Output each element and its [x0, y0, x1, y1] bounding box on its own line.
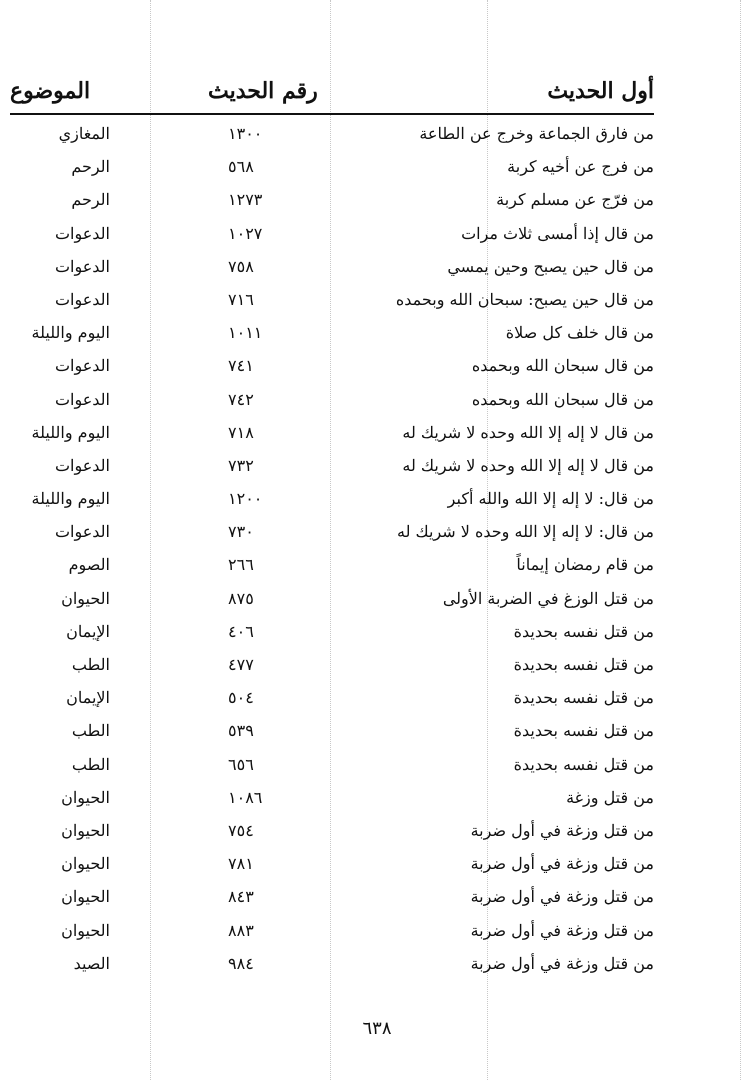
row-topic: الدعوات: [54, 522, 110, 542]
row-topic: الحيوان: [61, 787, 110, 807]
row-number: ٥٦٨: [228, 157, 254, 177]
row-hadith: من قتل نفسه بحديدة: [513, 688, 654, 708]
row-hadith: من قال خلف كل صلاة: [505, 323, 654, 343]
table-row: [10, 350, 654, 383]
row-topic: الحيوان: [61, 854, 110, 874]
row-topic: الدعوات: [54, 356, 110, 376]
row-number: ١٣٠٠: [228, 124, 263, 143]
table-row: [10, 815, 654, 848]
row-number: ١٠١١: [228, 323, 263, 343]
row-topic: الدعوات: [54, 389, 110, 409]
table-row: [10, 218, 654, 251]
row-number: ٧٥٨: [228, 256, 254, 276]
row-topic: الصيد: [73, 953, 110, 973]
scan-guide-line: [740, 0, 741, 1080]
row-number: ٥٠٤: [228, 688, 254, 708]
row-number: ١٠٢٧: [228, 223, 263, 243]
table-row: [10, 649, 654, 682]
row-hadith: من قال: لا إله إلا الله والله أكبر: [447, 489, 654, 509]
row-topic: الصوم: [68, 555, 110, 575]
table-row: [10, 417, 654, 450]
row-hadith: من قال لا إله إلا الله وحده لا شريك له: [402, 455, 654, 475]
row-number: ٧١٦: [228, 289, 254, 309]
header-hadith: أول الحديث: [547, 78, 654, 104]
row-number: ٧٨١: [228, 854, 254, 874]
row-number: ٧٣٢: [228, 455, 254, 475]
page-number: ٦٣٨: [362, 1018, 392, 1039]
row-hadith: من قال لا إله إلا الله وحده لا شريك له: [402, 422, 654, 442]
row-number: ١٢٠٠: [228, 489, 263, 509]
index-table: [10, 118, 654, 981]
table-row: [10, 450, 654, 483]
row-number: ١٠٨٦: [228, 787, 263, 807]
row-topic: الطب: [71, 655, 110, 674]
row-hadith: من قتل وزغة في أول ضربة: [470, 920, 654, 940]
table-row: [10, 251, 654, 284]
table-row: [10, 516, 654, 549]
table-row: [10, 782, 654, 815]
row-number: ٩٨٤: [228, 953, 254, 973]
table-row: [10, 715, 654, 748]
row-hadith: من فرج عن أخيه كربة: [507, 157, 654, 177]
table-row: [10, 151, 654, 184]
row-topic: الطب: [71, 754, 110, 774]
row-hadith: من قتل وزغة في أول ضربة: [470, 854, 654, 874]
header-topic: الموضوع: [10, 78, 91, 104]
table-row: [10, 616, 654, 649]
row-hadith: من فارق الجماعة وخرج عن الطاعة: [419, 124, 654, 143]
table-row: [10, 317, 654, 350]
row-number: ٤٧٧: [228, 655, 254, 674]
row-number: ٥٣٩: [228, 721, 254, 741]
row-hadith: من قال حين يصبح وحين يمسي: [447, 256, 654, 276]
row-number: ٧٣٠: [228, 522, 254, 542]
table-row: [10, 881, 654, 914]
row-hadith: من قتل وزغة في أول ضربة: [470, 953, 654, 973]
row-topic: اليوم والليلة: [31, 422, 110, 442]
header-number: رقم الحديث: [208, 78, 318, 104]
table-row: [10, 384, 654, 417]
row-number: ٦٥٦: [228, 754, 254, 774]
row-number: ٨٤٣: [228, 887, 254, 907]
row-number: ٧٥٤: [228, 820, 254, 840]
row-topic: الحيوان: [61, 588, 110, 608]
table-row: [10, 848, 654, 881]
table-row: [10, 483, 654, 516]
row-topic: الإيمان: [66, 621, 110, 641]
row-number: ١٢٧٣: [228, 190, 263, 210]
row-topic: المغازي: [58, 124, 110, 143]
row-topic: الرحم: [71, 157, 110, 177]
row-number: ٧٤٢: [228, 389, 254, 409]
row-hadith: من قتل نفسه بحديدة: [513, 621, 654, 641]
row-number: ٧٤١: [228, 356, 254, 376]
table-row: [10, 184, 654, 217]
table-row: [10, 749, 654, 782]
row-topic: الدعوات: [54, 223, 110, 243]
row-hadith: من قتل وزغة في أول ضربة: [470, 820, 654, 840]
row-number: ٨٨٣: [228, 920, 254, 940]
row-topic: الدعوات: [54, 256, 110, 276]
row-topic: اليوم والليلة: [31, 489, 110, 509]
table-row: [10, 682, 654, 715]
row-topic: الدعوات: [54, 455, 110, 475]
row-hadith: من قتل الوزغ في الضربة الأولى: [442, 588, 654, 608]
row-hadith: من قتل نفسه بحديدة: [513, 655, 654, 674]
table-row: [10, 583, 654, 616]
row-topic: اليوم والليلة: [31, 323, 110, 343]
row-topic: الحيوان: [61, 820, 110, 840]
table-row: [10, 915, 654, 948]
row-topic: الطب: [71, 721, 110, 741]
row-topic: الحيوان: [61, 887, 110, 907]
row-hadith: من قال إذا أمسى ثلاث مرات: [461, 223, 654, 243]
row-topic: الإيمان: [66, 688, 110, 708]
row-hadith: من قتل نفسه بحديدة: [513, 721, 654, 741]
row-hadith: من قال سبحان الله وبحمده: [471, 389, 654, 409]
row-hadith: من قال حين يصبح: سبحان الله وبحمده: [395, 289, 654, 309]
table-row: [10, 549, 654, 582]
row-hadith: من قتل وزغة في أول ضربة: [470, 887, 654, 907]
row-topic: الحيوان: [61, 920, 110, 940]
header-divider: [10, 113, 654, 115]
row-hadith: من فرّج عن مسلم كربة: [496, 190, 654, 210]
row-number: ٤٠٦: [228, 621, 254, 641]
table-row: [10, 284, 654, 317]
row-number: ٨٧٥: [228, 588, 254, 608]
table-header: [10, 78, 654, 112]
row-number: ٧١٨: [228, 422, 254, 442]
row-number: ٢٦٦: [228, 555, 254, 575]
row-topic: الدعوات: [54, 289, 110, 309]
row-hadith: من قام رمضان إيماناً: [516, 555, 654, 575]
row-hadith: من قتل وزغة: [566, 787, 654, 807]
table-row: [10, 948, 654, 981]
row-hadith: من قال: لا إله إلا الله وحده لا شريك له: [397, 522, 654, 542]
table-row: [10, 118, 654, 151]
row-topic: الرحم: [71, 190, 110, 210]
row-hadith: من قتل نفسه بحديدة: [513, 754, 654, 774]
row-hadith: من قال سبحان الله وبحمده: [471, 356, 654, 376]
